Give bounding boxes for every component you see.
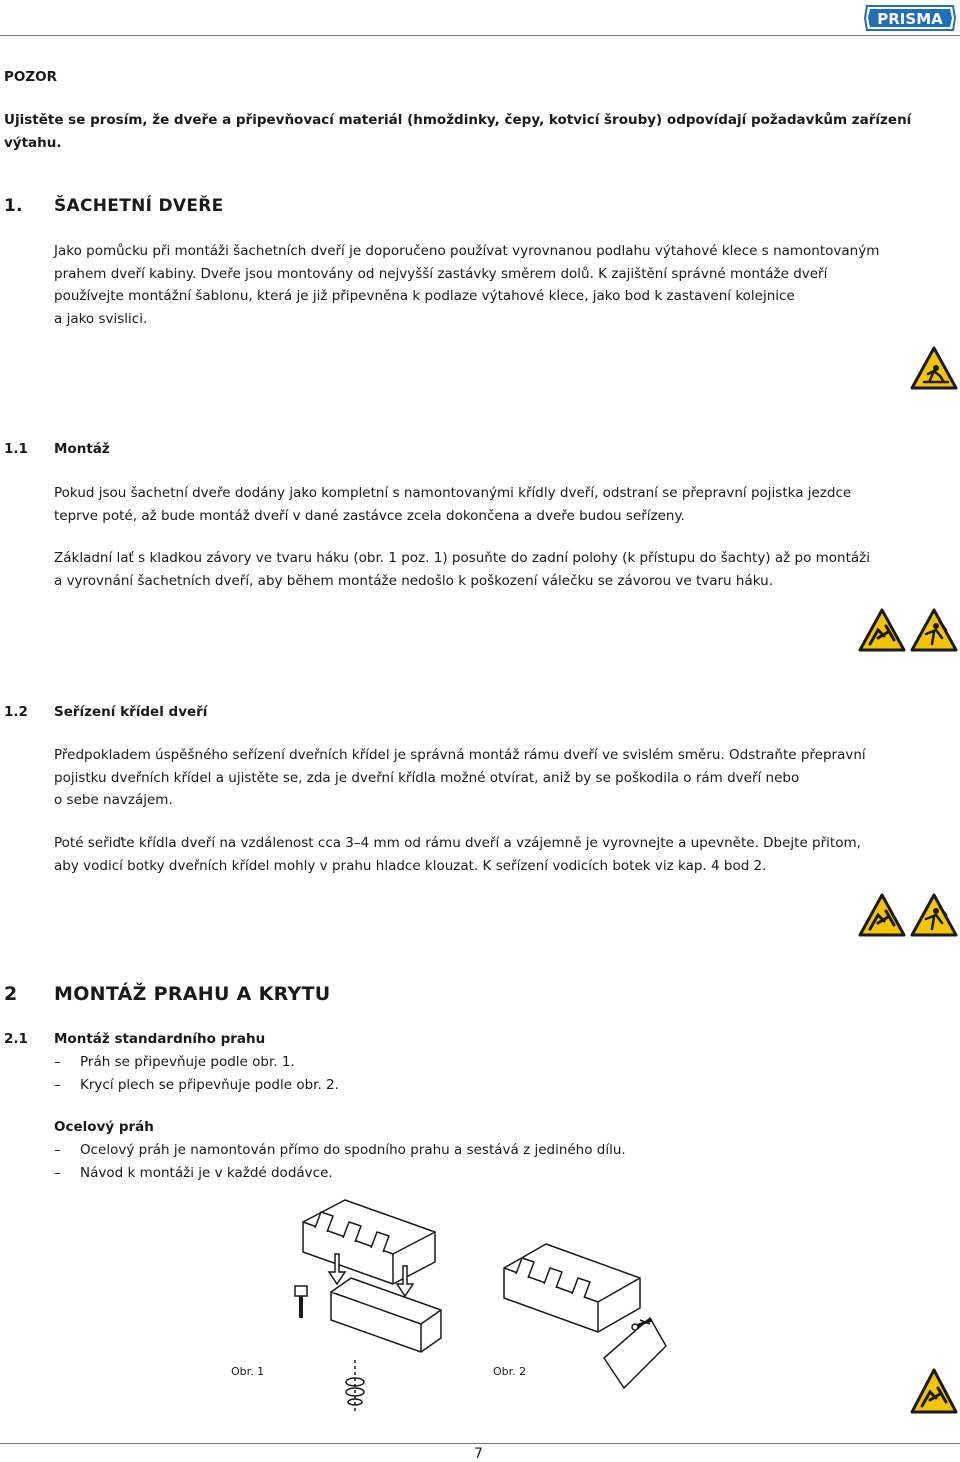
text-line: pojistku dveřních křídel a ujistěte se, zda je dveřní křídla možné otvírat, aniž by se poškodila o rám dveří nebo: [54, 769, 800, 786]
section-1-1-paragraph-1: [54, 482, 954, 527]
list-item-text: Ocelový práh je namontován přímo do spodního prahu a sestává z jediného dílu.: [80, 1142, 626, 1158]
warning-text: Ujistěte se prosím, že dveře a připevňovací materiál (hmoždinky, čepy, kotvicí šrouby) odpovídají požadavkům zařízení výtahu.: [4, 112, 912, 151]
crush-hazard-icon: [858, 608, 906, 652]
section-1-number: 1.: [4, 196, 23, 216]
text-line: o sebe navzájem.: [54, 792, 173, 808]
fall-hazard-icon: [910, 346, 958, 390]
section-2-1-list: [54, 1051, 914, 1096]
section-1-title: ŠACHETNÍ DVEŘE: [54, 196, 224, 216]
list-item-text: Návod k montáži je v každé dodávce.: [80, 1164, 333, 1181]
text-line: Pokud jsou šachetní dveře dodány jako kompletní s namontovanými křídly dveří, odstraní se přepravní pojistka jezdce: [54, 485, 852, 501]
figure-1-caption: Obr. 1: [231, 1365, 265, 1378]
section-1-paragraph: [54, 240, 954, 330]
steel-threshold-list: [54, 1139, 914, 1184]
pinch-hazard-icon: [910, 893, 958, 937]
steel-threshold-heading: Ocelový práh: [54, 1119, 154, 1135]
dash: –: [54, 1142, 61, 1158]
prisma-logo: [864, 4, 956, 32]
figure-2-cover-plate-drawing: [500, 1208, 675, 1393]
figure-2-caption: Obr. 2: [493, 1365, 527, 1378]
list-item-text: Práh se připevňuje podle obr. 1.: [80, 1054, 295, 1070]
section-1-1-title: Montáž: [54, 441, 110, 457]
figure-1-threshold-drawing: [285, 1192, 455, 1422]
text-line: Předpokladem úspěšného seřízení dveřních křídel je správná montáž rámu dveří ve svislém směru. Odstraňte přepravní: [54, 747, 866, 763]
list-item-text: Krycí plech se připevňuje podle obr. 2.: [80, 1076, 339, 1093]
section-1-1-number: 1.1: [4, 441, 28, 457]
dash: –: [54, 1054, 61, 1070]
section-1-2-title: Seřízení křídel dveří: [54, 704, 208, 720]
text-line: Základní lať s kladkou závory ve tvaru háku (obr. 1 poz. 1) posuňte do zadní polohy (k přístupu do šachty) až po montáži: [54, 550, 871, 566]
list-item: [54, 1051, 914, 1074]
text-line: Jako pomůcku při montáži šachetních dveří je doporučeno používat vyrovnanou podlahu výtahové klece s namontovaným: [54, 243, 880, 259]
dash: –: [54, 1164, 61, 1181]
crush-hazard-icon: [910, 1368, 958, 1414]
footer-rule: [0, 1443, 960, 1444]
text-line: aby vodicí botky dveřních křídel mohly v prahu hladce klouzat. K seřízení vodicích botek viz kap. 4 bod 2.: [54, 857, 767, 874]
list-item: [54, 1162, 914, 1185]
section-2-1-number: 2.1: [4, 1031, 28, 1047]
text-line: a jako svislici.: [54, 310, 148, 327]
page-number: 7: [474, 1446, 483, 1462]
pinch-hazard-icon: [910, 608, 958, 652]
dash: –: [54, 1076, 61, 1093]
section-2-title: MONTÁŽ PRAHU A KRYTU: [54, 983, 331, 1005]
text-line: prahem dveří kabiny. Dveře jsou montovány od nejvyšší zastávky směrem dolů. K zajištění správné montáže dveří: [54, 265, 828, 282]
svg-text:PRISMA: PRISMA: [877, 10, 943, 28]
text-line: a vyrovnání šachetních dveří, aby během montáže nedošlo k poškození válečku se závorou ve tvaru háku.: [54, 572, 773, 589]
list-item: [54, 1074, 914, 1097]
section-1-2-paragraph-1: [54, 744, 954, 812]
text-line: teprve poté, až bude montáž dveří v dané zastávce zcela dokončena a dveře budou seřízeny.: [54, 507, 685, 524]
warning-title: POZOR: [4, 69, 58, 85]
header-rule: [0, 35, 960, 36]
text-line: Poté seřiďte křídla dveří na vzdálenost cca 3–4 mm od rámu dveří a vzájemně je vyrovnejte a upevněte. Dbejte přitom,: [54, 835, 861, 851]
crush-hazard-icon: [858, 893, 906, 937]
text-line: používejte montážní šablonu, která je již připevněna k podlaze výtahové klece, jako bod k zastavení kolejnice: [54, 288, 795, 304]
section-1-2-number: 1.2: [4, 704, 28, 720]
section-2-1-title: Montáž standardního prahu: [54, 1031, 266, 1047]
section-1-1-paragraph-2: [54, 547, 954, 592]
section-1-2-paragraph-2: [54, 832, 954, 877]
list-item: [54, 1139, 914, 1162]
section-2-number: 2: [4, 983, 18, 1005]
